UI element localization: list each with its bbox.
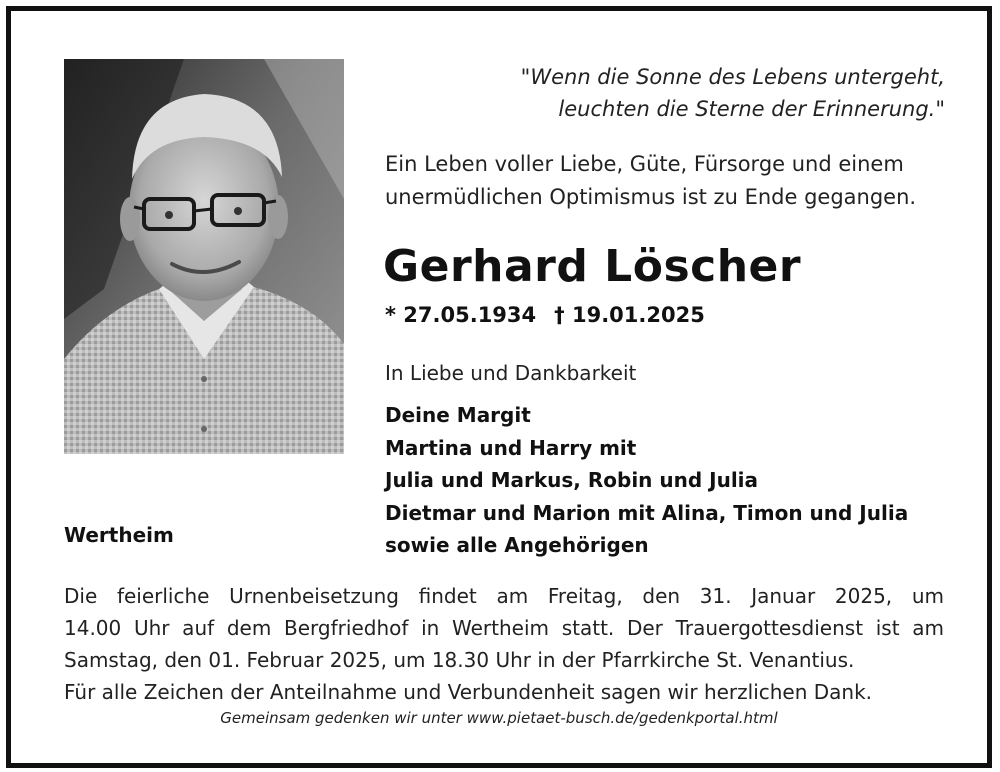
quote-line: leuchten die Sterne der Erinnerung." [558, 97, 945, 121]
quote-line: "Wenn die Sonne des Lebens untergeht, [520, 65, 945, 89]
town-name: Wertheim [64, 523, 174, 547]
summary-line: unermüdlichen Optimismus ist zu Ende gegangen. [385, 185, 917, 209]
birth-date: * 27.05.1934 [385, 303, 537, 327]
obituary-notice [6, 6, 992, 768]
summary-line: Ein Leben voller Liebe, Güte, Fürsorge und einem [385, 152, 904, 176]
life-summary [385, 148, 945, 214]
portrait-photo [64, 59, 344, 454]
mourner-line: sowie alle Angehörigen [385, 533, 649, 557]
life-dates [385, 303, 705, 327]
mourner-line: Dietmar und Marion mit Alina, Timon und Julia [385, 500, 909, 525]
announcement-line: Die feierliche Urnenbeisetzung findet am Freitag, den 31. Januar 2025, um [64, 584, 944, 608]
death-date: † 19.01.2025 [554, 303, 705, 327]
mourner-line: Martina und Harry mit [385, 435, 637, 460]
mourners-list [385, 399, 965, 562]
memorial-quote [425, 61, 945, 125]
funeral-announcement [64, 580, 944, 708]
announcement-line: 14.00 Uhr auf dem Bergfriedhof in Wertheim statt. Der Trauergottesdienst ist am [64, 616, 944, 640]
deceased-name: Gerhard Löscher [383, 241, 802, 292]
announcement-line: Für alle Zeichen der Anteilnahme und Verbundenheit sagen wir herzlichen Dank. [64, 680, 873, 704]
mourner-line: Julia und Markus, Robin und Julia [385, 468, 759, 492]
announcement-line: Samstag, den 01. Februar 2025, um 18.30 Uhr in der Pfarrkirche St. Venantius. [64, 648, 855, 672]
mourners-intro: In Liebe und Dankbarkeit [385, 361, 637, 385]
memorial-portal-note: Gemeinsam gedenken wir unter www.pietaet-busch.de/gedenkportal.html [220, 709, 778, 727]
mourner-line: Deine Margit [385, 403, 531, 427]
